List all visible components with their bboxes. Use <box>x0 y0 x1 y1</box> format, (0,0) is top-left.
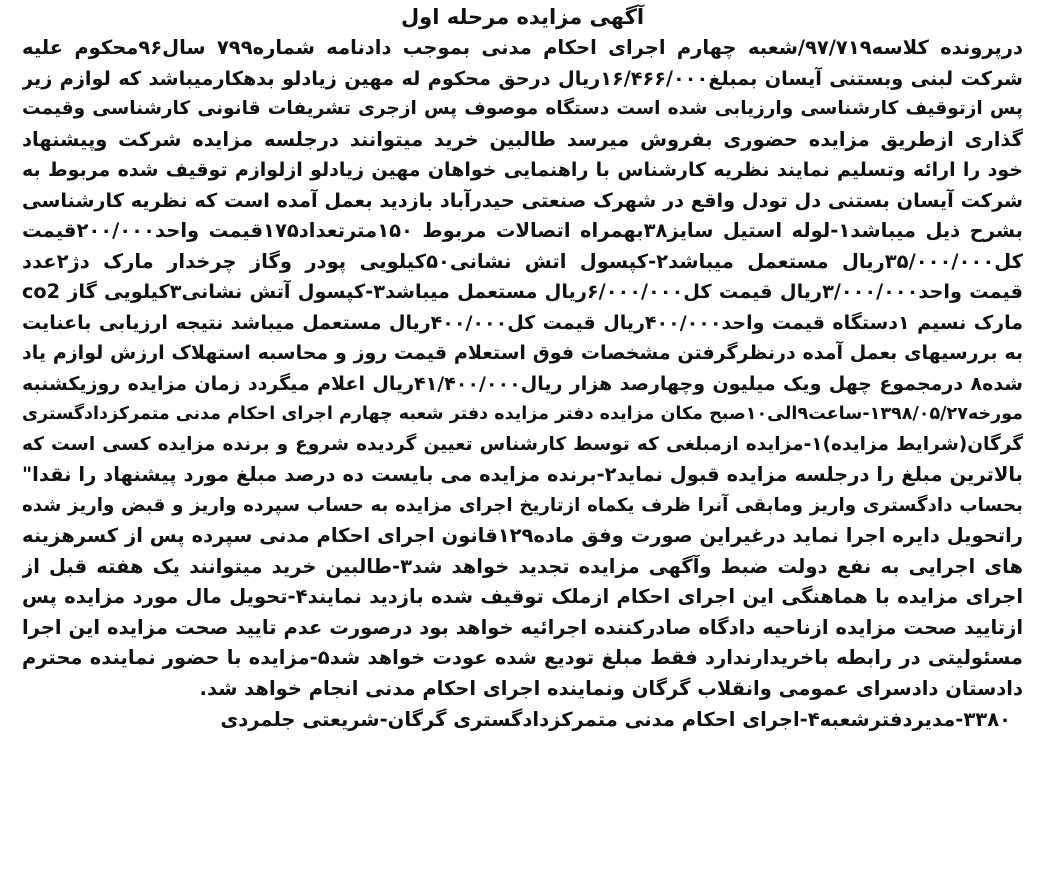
notice-line: مارک نسیم ۱دستگاه قیمت واحد۴۰۰/۰۰۰ریال قیمت کل۴۰۰/۰۰۰ریال مستعمل میباشد نتیجه ارزیابی باعنایت <box>22 311 1023 334</box>
notice-line: گرگان(شرایط مزایده)۱-مزایده ازمبلغی که توسط کارشناس تعیین گردیده شروع و برنده مزایده کسی است که <box>22 433 1023 455</box>
notice-line: پس ازتوقیف کارشناسی وارزیابی شده است دستگاه موصوف پس ازجری تشریفات قانونی کارشناسی وقیمت <box>22 98 1023 119</box>
notice-line: دادستان دادسرای عمومی وانقلاب گرگان ونماینده اجرای احکام مدنی انجام خواهد شد. <box>199 676 1023 700</box>
notice-line: اجرای مزایده با هماهنگی این اجرای احکام ازملک توقیف شده بازدید نمایند۴-تحویل مال مورد مزایده پس <box>22 585 1023 608</box>
notice-title: آگهی مزایده مرحله اول <box>400 5 645 29</box>
notice-line: به بررسیهای بعمل آمده درنظرگرفتن مشخصات فوق استعلام قیمت روز و محاسبه استهلاک ارزش لوازم یاد <box>22 342 1023 364</box>
notice-line: مسئولیتی در رابطه باخریدارندارد فقط مبلغ توديع شده عودت خواهد شد۵-مزایده با حضور نماینده محترم <box>22 646 1023 669</box>
notice-line: مورخه۱۳۹۸/۰۵/۲۷-ساعت۹الی۱۰صبح مکان مزایده دفتر مزایده دفتر شعبه چهارم اجرای احکام مدنی متمرکزدادگستری <box>22 404 1023 424</box>
notice-line: قیمت واحد۳/۰۰۰/۰۰۰ریال قیمت کل۶/۰۰۰/۰۰۰ریال مستعمل میباشد۳-کپسول آتش نشانی۳کیلویی گاز co2 <box>22 280 1023 303</box>
notice-body <box>22 33 1023 704</box>
notice-line: کل۳۵/۰۰۰/۰۰۰ریال مستعمل میباشد۲-کپسول اتش نشانی۵۰کیلویی پودر وگاز چرخدار مارک دژ۲عدد <box>22 249 1023 273</box>
notice-line: بالاترین مبلغ را درجلسه مزایده قبول نماید۲-برنده مزایده می بایست ده درصد مبلغ مورد پیشنهاد را نقدا" <box>22 463 1023 486</box>
notice-line: گذاری ازطریق مزایده حضوری بفروش میرسد طالبین خرید میتوانند درجلسه مزایده شرکت وپیشنهاد <box>22 127 1023 151</box>
notice-signature: ۳۳۸۰-مدیردفترشعبه۴-اجرای احکام مدنی متمرکزدادگستری گرگان-شریعتی جلمردی <box>220 708 1011 731</box>
notice-line: شرکت لبنی وبستنی آیسان بمبلغ۱۶/۴۶۶/۰۰۰ریال درحق محکوم له مهین زیادلو بدهکارمیباشد که لوازم زیر <box>22 66 1023 90</box>
notice-line: راتحویل دایره اجرا نماید درغیراین صورت وفق ماده۱۲۹قانون اجرای احکام مدنی سپرده پس از کسرهزینه <box>22 524 1023 547</box>
notice-line: شده۸ درمجموع چهل ویک میلیون وچهارصد هزار ریال۴۱/۴۰۰/۰۰۰ریال اعلام میگردد زمان مزایده روزیکشنبه <box>22 372 1023 395</box>
notice-line: درپرونده کلاسه۹۷/۷۱۹/شعبه چهارم اجرای احکام مدنی بموجب دادنامه شماره۷۹۹ سال۹۶محکوم علیه <box>22 36 1023 59</box>
notice-line: های اجرایی به نفع دولت ضبط وآگهی مزایده تجدید خواهد شد۳-طالبین خرید میتوانند یک هفته قبل از <box>22 554 1023 578</box>
notice-line: ازتایید صحت مزایده ازناحیه دادگاه صادرکننده اجرائیه خواهد بود درصورت عدم تایید صحت مزایده این اجرا <box>22 615 1023 639</box>
notice-line: بشرح ذیل میباشد۱-لوله استیل سایز۳۸بهمراه اتصالات مربوط ۱۵۰مترتعداد۱۷۵قیمت واحد۲۰۰/۰۰۰قیمت <box>22 219 1023 242</box>
notice-line: خود را ارائه وتسلیم نمایند نظریه کارشناس با راهنمایی خواهان مهین زیادلو ازلوازم توقیف شده مربوط به <box>22 159 1023 181</box>
notice-line: بحساب دادگستری واریز ومابقی آنرا ظرف یکماه ازتاریخ اجرای مزایده به حساب سپرده واریز و قبض واریز شده <box>22 494 1023 516</box>
notice-line: شرکت آیسان بستنی دل تودل واقع در شهرک صنعتی حیدرآباد بازدید بعمل آمده است که نظریه کارشناسی <box>22 188 1023 212</box>
